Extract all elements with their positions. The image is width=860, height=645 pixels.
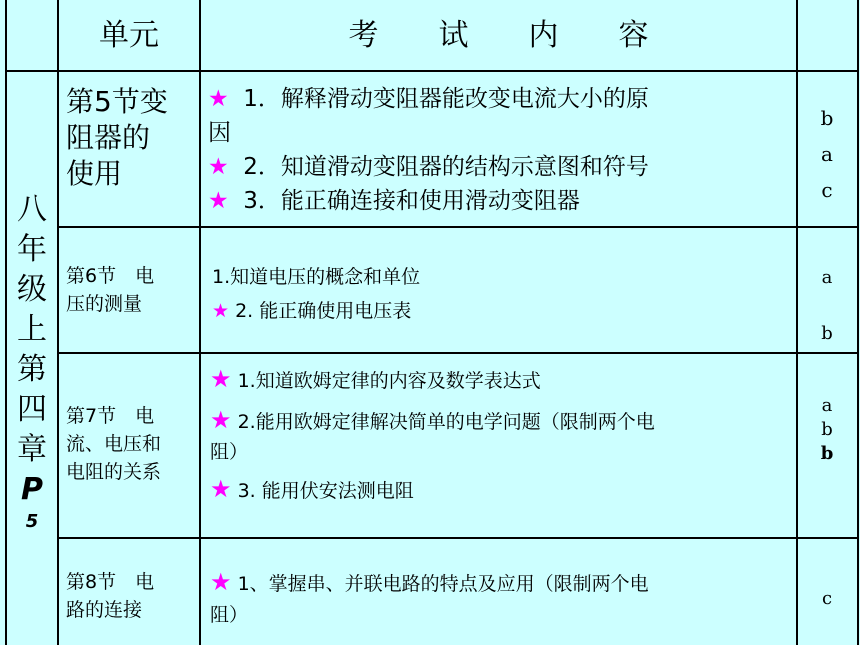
level-value: a — [821, 267, 833, 288]
level-value: c — [821, 178, 833, 202]
content-item: ★ 3. 能用伏安法测电阻 — [210, 475, 414, 503]
content-item: 阻） — [210, 441, 249, 463]
header-divider — [5, 70, 859, 72]
level-value: b — [821, 419, 833, 440]
star-icon: ★ — [208, 154, 229, 180]
unit-line: 第6节 电 — [66, 265, 155, 287]
content-item: ★ 1．解释滑动变阻器能改变电流大小的原 — [208, 86, 649, 112]
level-value: c — [821, 588, 833, 609]
row-content — [208, 82, 793, 218]
unit-line: 第7节 电 — [66, 405, 155, 427]
row-divider — [57, 537, 859, 539]
level-column — [798, 394, 856, 466]
content-item: ★ 2. 能正确使用电压表 — [212, 300, 412, 322]
chapter-side-label — [7, 190, 57, 534]
unit-line: 电阻的关系 — [66, 461, 162, 483]
row-content — [212, 260, 792, 328]
side-char: 5 — [25, 511, 39, 532]
level-value: a — [821, 395, 833, 416]
side-char: 上 — [17, 312, 47, 347]
star-icon: ★ — [208, 188, 229, 214]
star-icon: ★ — [212, 300, 230, 322]
star-icon: ★ — [210, 475, 232, 503]
unit-line: 第5节变 — [66, 85, 168, 118]
side-char: 四 — [17, 392, 47, 427]
level-column — [798, 588, 856, 609]
content-item: 因 — [208, 120, 231, 146]
star-icon: ★ — [210, 406, 232, 434]
content-item: 阻） — [210, 604, 249, 626]
side-char: P — [21, 472, 43, 507]
side-char: 八 — [17, 192, 47, 227]
row-content — [210, 565, 794, 629]
side-char: 年 — [17, 232, 47, 267]
star-icon: ★ — [208, 86, 229, 112]
header-content: 考 试 内 容 — [348, 18, 649, 53]
star-icon: ★ — [210, 568, 232, 596]
row-divider — [57, 352, 859, 354]
level-value: b — [821, 323, 833, 344]
row-content — [210, 362, 794, 508]
table-border-right — [857, 0, 859, 645]
content-item: ★ 1、掌握串、并联电路的特点及应用（限制两个电 — [210, 568, 649, 596]
content-item: ★ 3．能正确连接和使用滑动变阻器 — [208, 188, 580, 214]
column-divider — [57, 0, 59, 645]
unit-line: 使用 — [66, 157, 123, 190]
content-item: ★ 1.知道欧姆定律的内容及数学表达式 — [210, 365, 541, 393]
level-value: a — [821, 142, 833, 166]
row-unit — [66, 568, 196, 624]
unit-line: 路的连接 — [66, 599, 143, 621]
level-column — [798, 100, 856, 208]
level-column — [798, 264, 856, 348]
side-char: 第 — [17, 352, 47, 387]
row-unit — [66, 84, 196, 192]
row-divider — [57, 226, 859, 228]
unit-line: 第8节 电 — [66, 571, 155, 593]
level-value: b — [820, 106, 834, 130]
side-char: 级 — [17, 272, 47, 307]
row-unit — [66, 402, 196, 486]
unit-line: 阻器的 — [66, 121, 151, 154]
content-item: ★ 2．知道滑动变阻器的结构示意图和符号 — [208, 154, 649, 180]
column-divider — [199, 0, 201, 645]
unit-line: 压的测量 — [66, 293, 143, 315]
unit-line: 流、电压和 — [66, 433, 162, 455]
level-value: b — [820, 443, 834, 464]
content-item: 1.知道电压的概念和单位 — [212, 266, 421, 288]
row-unit — [66, 262, 196, 318]
content-item: ★ 2.能用欧姆定律解决简单的电学问题（限制两个电 — [210, 406, 655, 434]
header-unit: 单元 — [99, 18, 159, 53]
side-char: 章 — [17, 432, 47, 467]
star-icon: ★ — [210, 365, 232, 393]
